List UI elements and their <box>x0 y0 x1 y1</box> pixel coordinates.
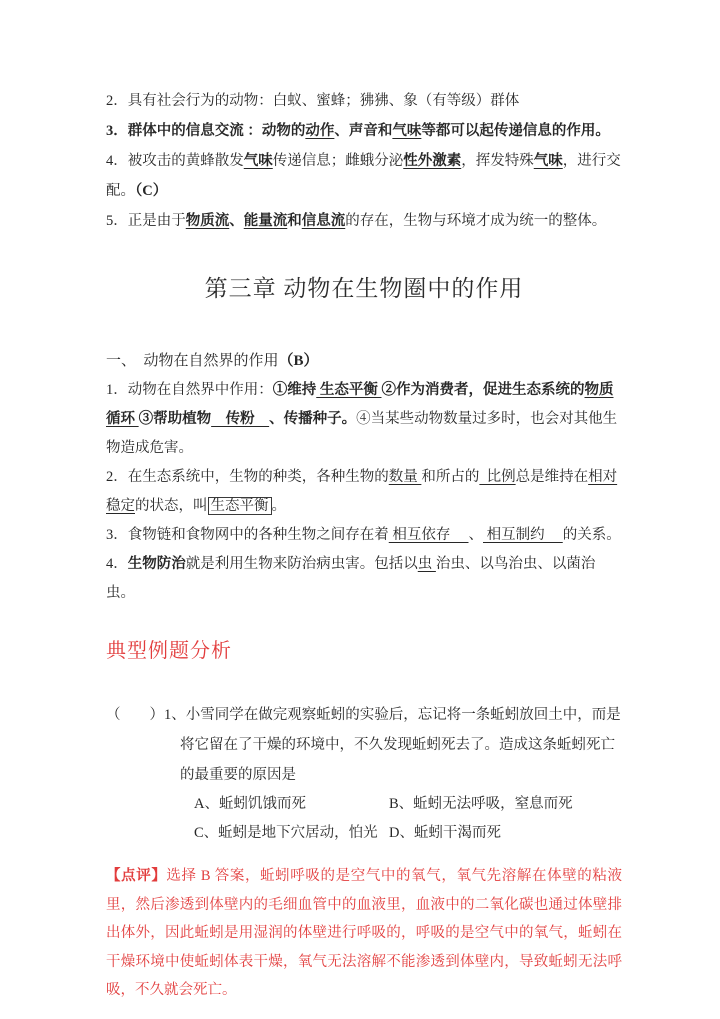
kp-2-boxed-ecobalance: 生态平衡 <box>208 497 272 515</box>
note-3-underlined-smell: 气味 <box>392 123 422 139</box>
kp-4-bold-biocontrol: 生物防治 <box>127 556 186 572</box>
comment-tag: 【点评】 <box>106 868 167 884</box>
option-a: A、蚯蚓饥饿而死 <box>194 796 306 812</box>
note-4-seg: ，挥发特殊 <box>461 153 534 169</box>
note-4-seg: 传递信息；雌蛾分泌 <box>272 153 404 169</box>
knowledge-point-2 <box>106 463 622 521</box>
kp-4-blank-insect: 虫 <box>417 556 436 572</box>
teacher-comment <box>106 862 622 1005</box>
section-grade-badge: （B） <box>278 353 319 369</box>
kp-4-seg: 就是利用生物来防治病虫害。包括以 <box>185 556 418 572</box>
kp-2-seg: 总是维持在 <box>515 469 589 485</box>
option-row-1 <box>194 790 622 819</box>
kp-3-seg: 、 <box>468 527 483 543</box>
kp-1-seg: ④当某些动物数量过多时，也会对其他生物造成危害。 <box>106 411 618 456</box>
question-text <box>106 700 622 790</box>
note-item-3 <box>106 116 622 146</box>
option-c: C、蚯蚓是地下穴居动，怕光 <box>194 825 378 841</box>
kp-1-seg: 1．动物在自然界中作用： <box>106 382 273 398</box>
kp-1-blank-ecobalance: 生态平衡 <box>316 382 382 398</box>
note-5-seg: 和 <box>287 213 302 229</box>
kp-1-seg: ②作为消费者，促进生态系统的 <box>381 382 585 398</box>
note-item-5 <box>106 206 622 236</box>
kp-3-seg: 的关系。 <box>562 527 621 543</box>
section-heading-text: 一、 动物在自然界的作用 <box>106 353 279 369</box>
comment-body: 选择 B 答案，蚯蚓呼吸的是空气中的氧气，氧气先溶解在体壁的粘液里，然后渗透到体壁内的毛细血管中的血液里，血液中的二氧化碳也通过体壁排出体外，因此蚯蚓是用湿润的体壁进行呼吸的，呼吸的是空气中的氧气，蚯蚓在干燥环境中使蚯蚓体表干燥，氧气无法溶解不能渗透到体壁内，导致蚯蚓无法呼吸，不久就会死亡。 <box>106 868 622 998</box>
note-3-seg: 、声音和 <box>334 123 393 139</box>
kp-2-seg: 。 <box>271 498 286 514</box>
note-2-text: 2．具有社会行为的动物：白蚁、蜜蜂；狒狒、象（有等级）群体 <box>106 93 520 109</box>
note-3-seg: 等都可以起传递信息的作用。 <box>421 123 610 139</box>
note-4-underlined-smell2: 气味 <box>533 153 563 169</box>
note-5-seg: 、 <box>229 213 244 229</box>
knowledge-point-3 <box>106 521 622 550</box>
note-4-underlined-smell: 气味 <box>243 153 273 169</box>
note-4-seg: 4．被攻击的黄蜂散发 <box>106 153 244 169</box>
kp-3-blank-interdepend: 相互依存 <box>388 527 469 543</box>
note-4-underlined-pheromone: 性外激素 <box>403 153 462 169</box>
option-list <box>194 790 622 848</box>
kp-2-blank-proportion: 比例 <box>479 469 516 485</box>
note-3-underlined-action: 动作 <box>305 123 335 139</box>
kp-2-seg: 2．在生态系统中，生物的种类，各种生物的 <box>106 469 389 485</box>
note-5-seg: 5．正是由于 <box>106 213 186 229</box>
note-3-seg: 3．群体中的信息交流 ：动物的 <box>106 123 306 139</box>
kp-2-seg: 和所占的 <box>421 469 480 485</box>
kp-3-seg: 3．食物链和食物网中的各种生物之间存在着 <box>106 527 389 543</box>
knowledge-point-1 <box>106 376 622 463</box>
kp-2-blank-quantity: 数量 <box>388 469 422 485</box>
answer-blank-parentheses: （ ）1、 <box>106 707 186 723</box>
example-section-heading: 典型例题分析 <box>106 640 232 662</box>
kp-1-seg: ③帮助植物 <box>138 411 212 427</box>
kp-2-seg: 的状态，叫 <box>135 498 208 514</box>
note-5-underlined-info-flow: 信息流 <box>301 213 346 229</box>
note-5-underlined-energy-flow: 能量流 <box>243 213 288 229</box>
note-4-answer-mark: （C） <box>135 183 168 199</box>
kp-1-blank-matter-cycle: 物质循环 <box>106 382 614 427</box>
kp-3-blank-restrict: 相互制约 <box>483 527 563 543</box>
note-item-4 <box>106 146 622 206</box>
note-item-2 <box>106 86 622 116</box>
knowledge-point-4 <box>106 550 622 608</box>
section-heading <box>106 346 622 376</box>
kp-1-blank-pollinate: 传粉 <box>211 411 270 427</box>
note-5-underlined-matter-flow: 物质流 <box>185 213 230 229</box>
note-5-seg: 的存在，生物与环境才成为统一的整体。 <box>345 213 607 229</box>
kp-4-seg: 治虫、以鸟治虫、以菌治虫。 <box>106 556 596 601</box>
kp-1-seg: ①维持 <box>272 382 317 398</box>
option-d: D、蚯蚓干渴而死 <box>389 825 501 841</box>
option-row-2 <box>194 819 622 848</box>
option-b: B、蚯蚓无法呼吸，窒息而死 <box>389 796 573 812</box>
kp-1-seg: 、传播种子。 <box>269 411 357 427</box>
question-body: 小雪同学在做完观察蚯蚓的实验后，忘记将一条蚯蚓放回土中，而是将它留在了干燥的环境中，不久发现蚯蚓死去了。造成这条蚯蚓死亡的最重要的原因是 <box>180 707 621 783</box>
note-4-seg: ，进行交配。 <box>106 153 621 199</box>
chapter-title: 第三章 动物在生物圈中的作用 <box>204 276 524 301</box>
kp-4-seg: 4． <box>106 556 128 572</box>
kp-2-blank-stable: 相对稳定 <box>106 469 618 514</box>
